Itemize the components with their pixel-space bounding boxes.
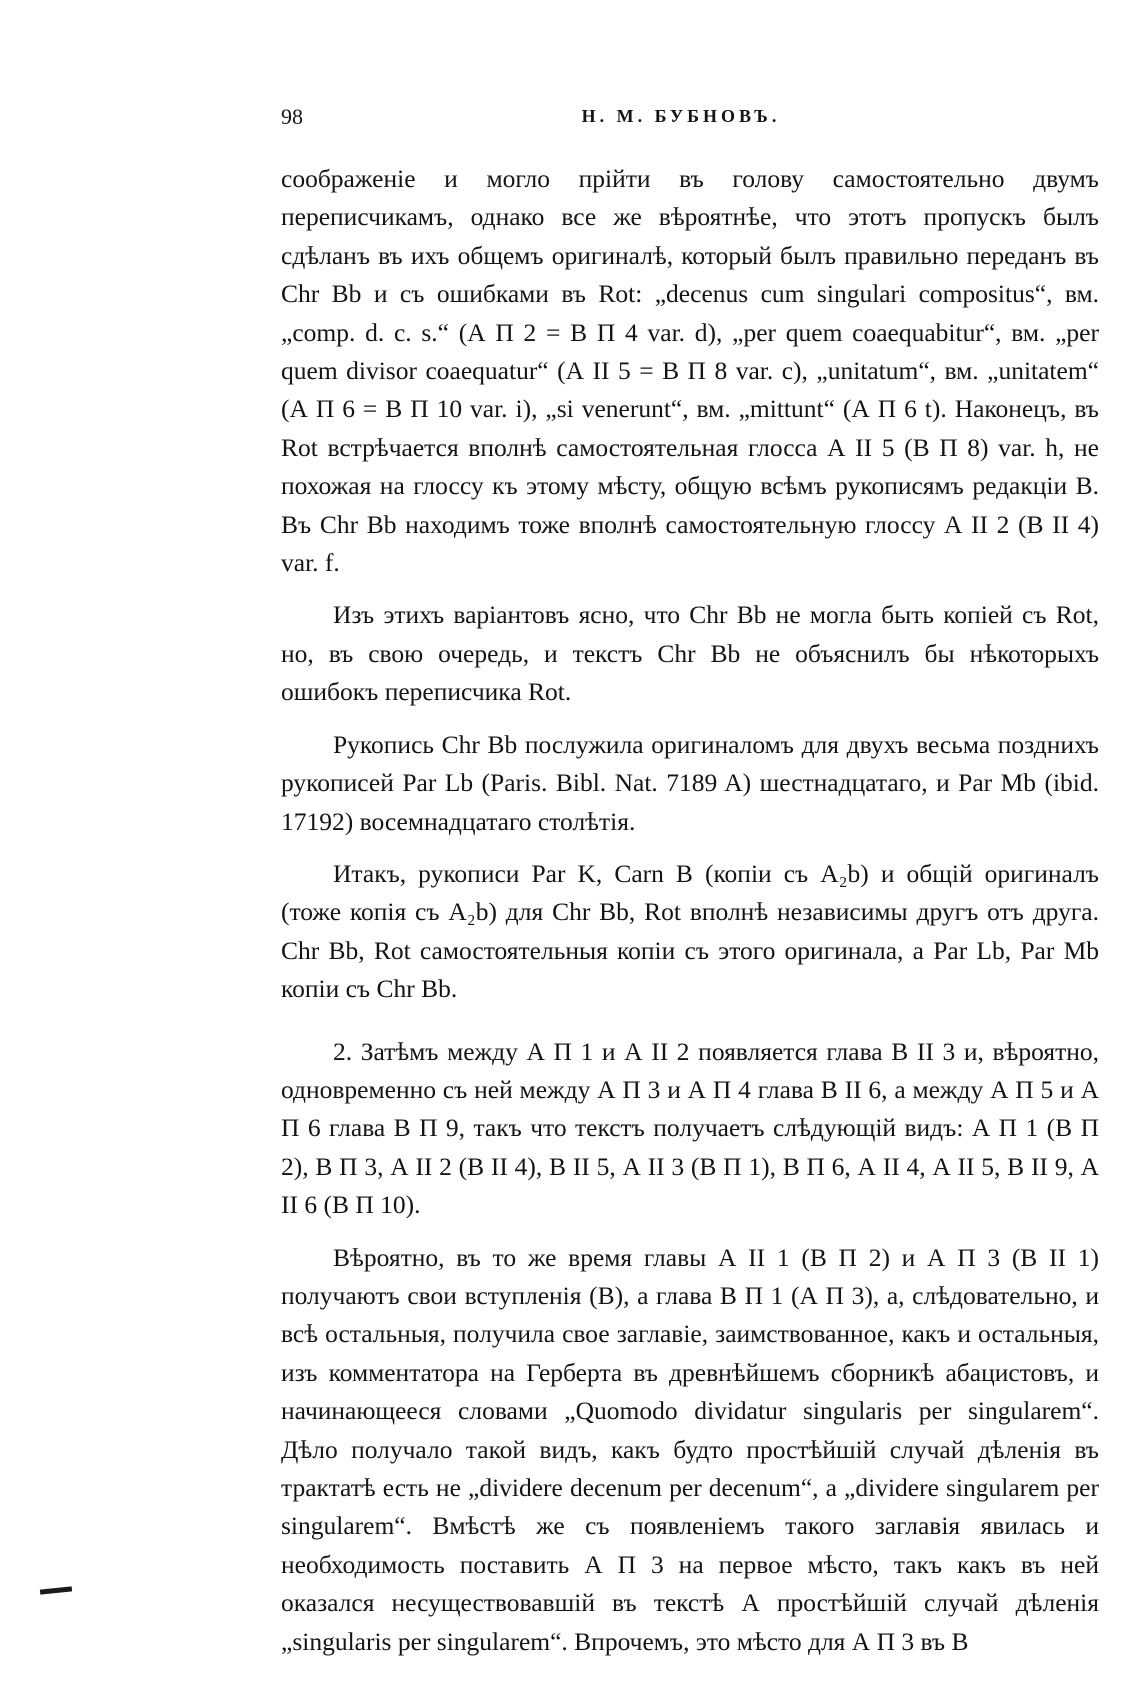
paragraph: Рукопись Chr Bb послужила оригиналомъ для двухъ весьма позднихъ рукописей Par Lb (Paris. Bibl. Nat. 7189 A) шестнадцатаго, и Par Mb (ibid. 17192) восемнадцатаго столѣтія. [281,729,1099,836]
margin-mark [40,1586,72,1594]
paragraph: Изъ этихъ варіантовъ ясно, что Chr Bb не могла быть копіей съ Rot, но, въ свою очередь, и текстъ Chr Bb не объяснилъ бы нѣкоторыхъ ошибокъ переписчика Rot. [281,600,1099,707]
paragraph: соображеніе и могло прійти въ голову самостоятельно двумъ переписчикамъ, однако все же вѣроятнѣе, что этотъ пропускъ былъ сдѣланъ въ ихъ общемъ оригиналѣ, который былъ правильно переданъ въ Chr Bb и съ ошибками въ Rot: „decenus cum singulari compositus“, вм. „comp. d. c. s.“ (А П 2 = В П 4 var. d), „per quem coaequabitur“, вм. „per quem divisor coaequatur“ (А II 5 = В П 8 var. c), „unitatum“, вм. „unitatem“ (А П 6 = В П 10 var. i), „si venerunt“, вм. „mittunt“ (А П 6 t). Наконецъ, въ Rot встрѣчается вполнѣ самостоятельная глосса А II 5 (В П 8) var. h, не похожая на глоссу къ этому мѣсту, общую всѣмъ рукописямъ редакціи В. Въ Chr Bb находимъ тоже вполнѣ самостоятельную глоссу А II 2 (В II 4) var. f. [281,164,1099,578]
running-head [281,104,1101,144]
paragraph: Вѣроятно, въ то же время главы А II 1 (В П 2) и А П 3 (В II 1) получаютъ свои вступленія (В), а глава В П 1 (А П 3), а, слѣдовательно, и всѣ остальныя, получила свое заглавіе, заимствованное, какъ и остальныя, изъ комментатора на Герберта въ древнѣйшемъ сборникѣ абацистовъ, и начинающееся словами „Quomodo dividatur singularis per singularem“. Дѣло получало такой видъ, какъ будто простѣйшій случай дѣленія въ трактатѣ есть не „dividere decenum per decenum“, а „dividere singularem per singularem“. Вмѣстѣ же съ появленіемъ такого заглавія явилась и необходимость поставить А П 3 на первое мѣсто, такъ какъ въ ней оказался несуществовавшій въ текстѣ А простѣйшій случай дѣленія „singularis per singularem“. Впрочемъ, это мѣсто для А П 3 въ В [281,1242,1099,1656]
author-header: Н. М. БУБНОВЪ. [581,106,781,126]
body-text [281,160,1099,1661]
paragraph: Итакъ, рукописи Par K, Carn B (копіи съ A₂b) и общій оригиналъ (тоже копія съ A₂b) для Chr Bb, Rot вполнѣ независимы другъ отъ друга. Chr Bb, Rot самостоятельныя копіи съ этого оригинала, а Par Lb, Par Mb копіи съ Chr Bb. [281,858,1099,1004]
page-number: 98 [281,104,303,129]
section-paragraph: 2. Затѣмъ между А П 1 и А II 2 появляется глава В II 3 и, вѣроятно, одновременно съ ней между А П 3 и А П 4 глава В II 6, а между А П 5 и А П 6 глава В П 9, такъ что текстъ получаетъ слѣдующій видъ: А П 1 (В П 2), В П 3, А II 2 (В II 4), В II 5, А II 3 (В П 1), В П 6, А II 4, А II 5, В II 9, А II 6 (В П 10). [281,1036,1099,1220]
